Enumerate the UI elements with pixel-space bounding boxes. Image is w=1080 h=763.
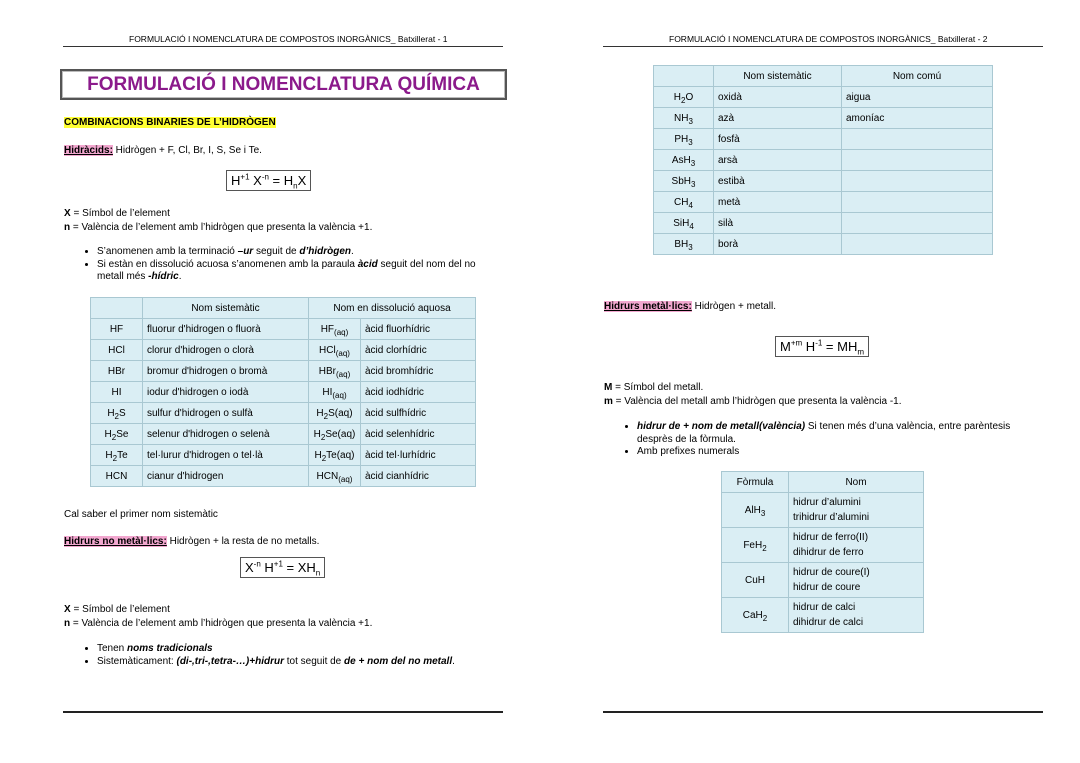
acid-name-cell: àcid bromhídric xyxy=(361,361,476,382)
systematic-name-cell: estibà xyxy=(714,171,842,192)
common-name-cell xyxy=(842,150,993,171)
metal-formula: $M^{+m}$ $H^{-1} = MH_m$ xyxy=(775,336,869,357)
metal-def-m: M = Símbol del metall. xyxy=(604,382,704,393)
systematic-name-cell: iodur d'hidrogen o iodà xyxy=(143,382,309,403)
header-rule xyxy=(603,46,1043,47)
formula-cell: HCl$_{(aq)}$ xyxy=(309,340,361,361)
hidracids-table xyxy=(90,297,476,487)
systematic-name-cell: azà xyxy=(714,108,842,129)
metal-hydride-names-cell xyxy=(789,493,924,528)
acid-name-cell: àcid cianhídric xyxy=(361,466,476,487)
hidracids-rules xyxy=(79,246,497,284)
list-item: • Amb prefixes numerals xyxy=(637,446,1037,459)
formula-cell: SiH$_4$ xyxy=(654,213,714,234)
hidracids-def-x: X = Símbol de l’element xyxy=(64,208,170,219)
systematic-name-cell: arsà xyxy=(714,150,842,171)
page-2 xyxy=(540,0,1080,763)
table-row xyxy=(91,382,476,403)
nonmetal-def-n: n = València de l’element amb l’hidrògen que presenta la valència +1. xyxy=(64,618,373,629)
note-text: Cal saber el primer nom sistemàtic xyxy=(64,509,218,520)
document-title: FORMULACIÓ I NOMENCLATURA QUÍMICA xyxy=(60,69,507,100)
table-row xyxy=(654,192,993,213)
systematic-name-cell: metà xyxy=(714,192,842,213)
name-line: hidrur de coure(I) xyxy=(793,567,870,578)
acid-name-cell: àcid sulfhídric xyxy=(361,403,476,424)
table-row xyxy=(654,108,993,129)
metal-hydride-names-cell xyxy=(789,563,924,598)
nonmetal-def-x: X = Símbol de l’element xyxy=(64,604,170,615)
formula-cell: $H_2S$ xyxy=(91,403,143,424)
formula-cell: HCl xyxy=(91,340,143,361)
nonmetal-rules xyxy=(79,643,517,668)
formula-cell: FeH$_2$ xyxy=(722,528,789,563)
systematic-name-cell: selenur d'hidrogen o selenà xyxy=(143,424,309,445)
formula-cell: $H_2Se$ xyxy=(91,424,143,445)
systematic-name-cell: silà xyxy=(714,213,842,234)
list-item: • Sistemàticament: (di-,tri-,tetra-…)+hidrur tot seguit de de + nom del no metall. xyxy=(97,656,517,669)
name-line: hidrur d’alumini xyxy=(793,497,861,508)
formula-cell: $HCN_{(aq)}$ xyxy=(309,466,361,487)
formula-cell: $H_2Te$ xyxy=(91,445,143,466)
systematic-name-cell: tel·lurur d'hidrogen o tel·là xyxy=(143,445,309,466)
list-item: • Si estàn en dissolució acuosa s’anomenen amb la paraula àcid seguit del nom del no metall més -hídric. xyxy=(97,259,497,284)
column-header: Nom sistemàtic xyxy=(714,66,842,87)
nonmetal-intro xyxy=(64,535,319,548)
acid-name-cell: àcid clorhídric xyxy=(361,340,476,361)
formula-cell: HBr xyxy=(91,361,143,382)
acid-name-cell: àcid tel·lurhídric xyxy=(361,445,476,466)
table-row xyxy=(654,87,993,108)
metal-text: Hidrògen + metall. xyxy=(691,301,777,312)
systematic-name-cell: bromur d'hidrogen o bromà xyxy=(143,361,309,382)
table-row xyxy=(722,563,924,598)
table-row xyxy=(91,403,476,424)
page-header: FORMULACIÓ I NOMENCLATURA DE COMPOSTOS INORGÀNICS_ Batxillerat - 2 xyxy=(669,34,988,44)
section-title-text: COMBINACIONS BINARIES DE L’HIDRÒGEN xyxy=(64,117,276,128)
formula-cell: HF xyxy=(91,319,143,340)
systematic-name-cell: clorur d'hidrogen o clorà xyxy=(143,340,309,361)
table-row xyxy=(654,150,993,171)
nonmetal-hydrides-table xyxy=(653,65,993,255)
formula-cell: $H_2Te(aq)$ xyxy=(309,445,361,466)
common-name-cell xyxy=(842,192,993,213)
acid-name-cell: àcid iodhídric xyxy=(361,382,476,403)
table-row xyxy=(654,171,993,192)
formula-cell: $HF_{(aq)}$ xyxy=(309,319,361,340)
formula-cell: $H_2O$ xyxy=(654,87,714,108)
metal-intro xyxy=(604,300,776,313)
common-name-cell: amoníac xyxy=(842,108,993,129)
formula-cell: HBr$_{(aq)}$ xyxy=(309,361,361,382)
common-name-cell: aigua xyxy=(842,87,993,108)
formula-cell: HI xyxy=(91,382,143,403)
list-item: • hidrur de + nom de metall(valència) Si tenen més d’una valència, entre parèntesis desprès de la fòrmula. xyxy=(637,421,1037,446)
metal-def-valence: m = València del metall amb l’hidrògen que presenta la valència -1. xyxy=(604,396,902,407)
common-name-cell xyxy=(842,234,993,255)
column-header: Nom comú xyxy=(842,66,993,87)
systematic-name-cell: cianur d'hidrogen xyxy=(143,466,309,487)
name-line: dihidrur de calci xyxy=(793,617,864,628)
column-header: Nom xyxy=(789,472,924,493)
table-row xyxy=(654,129,993,150)
name-line: dihidrur de ferro xyxy=(793,547,864,558)
metal-hydride-names-cell xyxy=(789,598,924,633)
metal-rules xyxy=(619,421,1037,459)
hidracids-intro xyxy=(64,144,262,157)
footer-rule xyxy=(63,711,503,713)
acid-name-cell: àcid fluorhídric xyxy=(361,319,476,340)
formula-cell: $PH_3$ xyxy=(654,129,714,150)
table-row xyxy=(654,234,993,255)
hidracids-def-n: n = València de l’element amb l’hidrògen que presenta la valència +1. xyxy=(64,222,373,233)
formula-cell: $NH_3$ xyxy=(654,108,714,129)
column-header: Nom en dissolució aquosa xyxy=(309,298,476,319)
table-row xyxy=(91,445,476,466)
nonmetal-text: Hidrògen + la resta de no metalls. xyxy=(166,536,320,547)
table-row xyxy=(91,340,476,361)
formula-cell: CuH xyxy=(722,563,789,598)
hidracids-label: Hidràcids: xyxy=(64,145,113,156)
formula-cell: $CH_4$ xyxy=(654,192,714,213)
common-name-cell xyxy=(842,129,993,150)
list-item: • S’anomenen amb la terminació –ur seguit de d’hidrògen. xyxy=(97,246,497,259)
table-row xyxy=(91,466,476,487)
column-header: Nom sistemàtic xyxy=(143,298,309,319)
systematic-name-cell: sulfur d'hidrogen o sulfà xyxy=(143,403,309,424)
table-row xyxy=(91,319,476,340)
formula-cell: SbH$_3$ xyxy=(654,171,714,192)
formula-cell: CaH$_2$ xyxy=(722,598,789,633)
formula-cell: $BH_3$ xyxy=(654,234,714,255)
formula-cell: $H_2S(aq)$ xyxy=(309,403,361,424)
name-line: trihidrur d’alumini xyxy=(793,512,870,523)
column-header: Fòrmula xyxy=(722,472,789,493)
table-row xyxy=(91,424,476,445)
hidracids-text: Hidrògen + F, Cl, Br, I, S, Se i Te. xyxy=(112,145,262,156)
table-row xyxy=(654,213,993,234)
common-name-cell xyxy=(842,213,993,234)
systematic-name-cell: borà xyxy=(714,234,842,255)
formula-cell: $H_2Se(aq)$ xyxy=(309,424,361,445)
systematic-name-cell: oxidà xyxy=(714,87,842,108)
page-header: FORMULACIÓ I NOMENCLATURA DE COMPOSTOS INORGÀNICS_ Batxillerat - 1 xyxy=(129,34,448,44)
systematic-name-cell: fosfà xyxy=(714,129,842,150)
metal-hydrides-table xyxy=(721,471,924,633)
table-row xyxy=(91,361,476,382)
nonmetal-label: Hidrurs no metàl·lics: xyxy=(64,536,167,547)
systematic-name-cell: fluorur d'hidrogen o fluorà xyxy=(143,319,309,340)
name-line: hidrur de calci xyxy=(793,602,856,613)
table-row xyxy=(722,528,924,563)
name-line: hidrur de ferro(II) xyxy=(793,532,869,543)
table-row xyxy=(722,493,924,528)
nonmetal-formula: $X^{-n}$ $H^{+1} = XH_n$ xyxy=(240,557,325,578)
section-title xyxy=(64,116,276,129)
common-name-cell xyxy=(842,171,993,192)
formula-cell: AsH$_3$ xyxy=(654,150,714,171)
footer-rule xyxy=(603,711,1043,713)
name-line: hidrur de coure xyxy=(793,582,861,593)
metal-label: Hidrurs metàl·lics: xyxy=(604,301,692,312)
hidracids-formula: $H^{+1}$ $X^{-n} = H_nX$ xyxy=(226,170,311,191)
metal-hydride-names-cell xyxy=(789,528,924,563)
formula-cell: HCN xyxy=(91,466,143,487)
table-row xyxy=(722,598,924,633)
formula-cell: $HI_{(aq)}$ xyxy=(309,382,361,403)
acid-name-cell: àcid selenhídric xyxy=(361,424,476,445)
list-item: • Tenen noms tradicionals xyxy=(97,643,517,656)
formula-cell: AlH$_3$ xyxy=(722,493,789,528)
header-rule xyxy=(63,46,503,47)
